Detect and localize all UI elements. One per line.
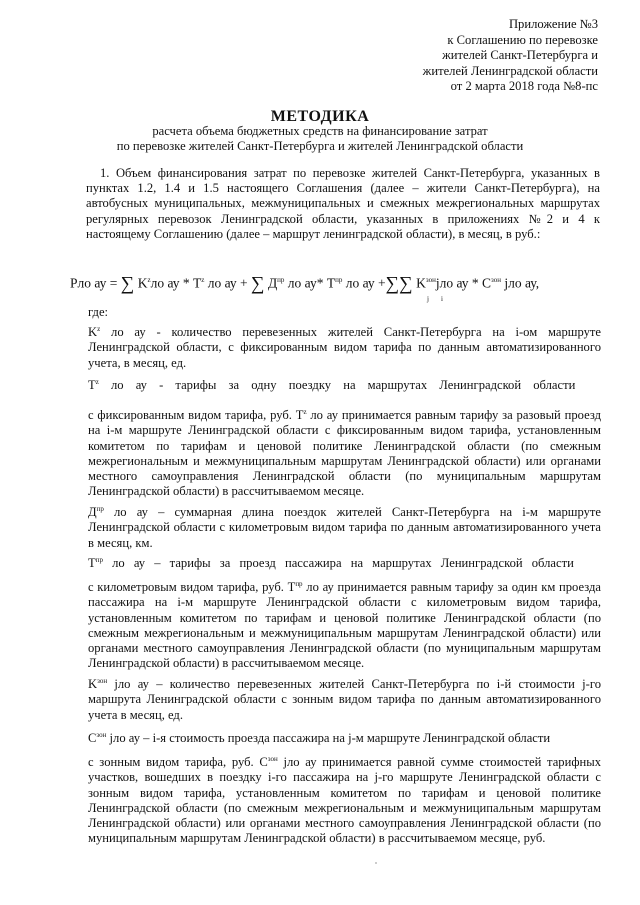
formula-plus: +	[240, 275, 248, 291]
appendix-line: к Соглашению по перевозке	[447, 32, 598, 47]
formula-sup: z	[201, 276, 205, 284]
sum-symbol: ∑	[120, 273, 135, 295]
formula-sup: пр	[335, 276, 343, 284]
formula-sup: z	[147, 276, 151, 284]
formula-lhs: Pло ау =	[70, 275, 118, 291]
def-text: ло ау – суммарная длина поездок жителей Санкт-Петербурга на i-м маршруте Ленинградской области с километровым видом тарифа по данным автоматизированного учета в месяц, км.	[88, 505, 601, 550]
def-text: ло ау - тарифы за одну поездку на маршрутах Ленинградской области	[110, 378, 576, 393]
definition-d-pr	[88, 502, 601, 551]
def-sup: пр	[96, 505, 104, 513]
double-sum-symbol: ∑∑	[385, 273, 413, 295]
formula-k2: K	[416, 275, 426, 291]
formula-sup: зон	[491, 276, 502, 284]
def-text: jло ау принимается равной сумме стоимостей тарифных участков, вошедших в поездку i-го пассажира на j-го маршруте Ленинградской области с зонным видом тарифа, установленным комитетом по тарифам и ценовой политике Ленинградской области (по смежным межрегиональным и межмуниципальным маршрутам Ленинградской области) или органами местного самоуправления Ленинградской области (по муниципальным маршрутам Ленинградской области) в рассчитываемом месяце, руб.	[88, 755, 601, 846]
def-symbol: K	[88, 325, 98, 340]
def-text: jло ау – i-я стоимость проезда пассажира на j-м маршруте Ленинградской области	[109, 731, 551, 746]
def-symbol: T	[88, 378, 96, 393]
document-subtitle	[0, 124, 640, 154]
def-text: с зонным видом тарифа, руб. C	[88, 755, 268, 770]
def-sup: зон	[96, 731, 107, 739]
formula-term2: ло ау* T	[287, 275, 336, 291]
subtitle-line: расчета объема бюджетных средств на финансирование затрат	[152, 124, 488, 138]
def-symbol: T	[88, 556, 96, 571]
where-label: где:	[88, 305, 109, 319]
definition-t-pr	[88, 577, 601, 671]
def-sup: зон	[97, 677, 108, 685]
paragraph-1	[86, 166, 600, 242]
appendix-line: от 2 марта 2018 года №8-пс	[450, 79, 598, 93]
formula-k: K	[137, 275, 148, 291]
formula	[70, 270, 610, 295]
def-text: ло ау - количество перевезенных жителей Санкт-Петербурга на i-ом маршруте Ленинградской области, с фиксированным видом тарифа по данным автоматизированного учета, в месяц, ед.	[88, 325, 601, 370]
definition-c-zon-first	[88, 728, 601, 746]
def-symbol: Д	[88, 505, 97, 520]
formula-term2-end: ло ау +	[345, 275, 386, 291]
definition-t-z	[88, 405, 601, 499]
scan-speck	[375, 862, 377, 864]
def-sup: пр	[295, 580, 303, 588]
def-symbol: K	[88, 677, 98, 692]
def-sup: z	[97, 325, 101, 333]
appendix-line: Приложение №3	[508, 17, 598, 31]
formula-term3-end: jло ау,	[504, 275, 540, 291]
formula-term3: jло ау * C	[435, 275, 492, 291]
definition-c-zon	[88, 752, 601, 846]
subtitle-line: по перевозке жителей Санкт-Петербурга и жителей Ленинградской области	[116, 139, 524, 153]
formula-term1-end: ло ау	[207, 275, 237, 291]
definition-t-pr-first	[88, 553, 601, 571]
def-text: с фиксированным видом тарифа, руб. T	[88, 408, 304, 423]
paragraph-1-text: 1. Объем финансирования затрат по перевозке жителей Санкт-Петербурга, указанных в пунктах 1.2, 1.4 и 1.5 настоящего Соглашения (далее – жители Санкт-Петербурга), на автобусных муниципальных, межмуниципальных и смежных межрегиональных маршрутах регулярных перевозок Ленинградской области, указанных в приложениях №2 и 4 к настоящему Соглашению (далее – маршрут ленинградской области), в месяц, в руб.:	[86, 166, 600, 241]
def-text: с километровым видом тарифа, руб. T	[88, 580, 296, 595]
def-sup: z	[95, 378, 99, 386]
document-title: МЕТОДИКА	[270, 108, 370, 125]
formula-sub: j	[427, 295, 429, 303]
definition-t-z-first	[88, 375, 601, 393]
formula-term1: ло ау * T	[150, 275, 202, 291]
def-text: ло ау принимается равным тарифу за разовый проезд на i-м маршруте Ленинградской области с фиксированным видом тарифа, установленным комитетом по тарифам и ценовой политике Ленинградской области (по смежным межрегиональным и межмуниципальным маршрутам Ленинградской области) или органами местного самоуправления Ленинградской области (по муниципальным маршрутам Ленинградской области) в рассчитываемом месяце.	[88, 408, 601, 499]
appendix-header	[423, 17, 598, 95]
formula-sup: пр	[277, 276, 285, 284]
appendix-line: жителей Санкт-Петербурга и	[442, 48, 598, 62]
def-sup: зон	[267, 755, 278, 763]
def-text: ло ау принимается равным тарифу за один км проезда пассажира на i-м маршруте Ленинградской области с километровым видом тарифа, установленным комитетом по тарифам и ценовой политике Ленинградской области (по смежным межрегиональным и межмуниципальным маршрутам Ленинградской области) или органами местного самоуправления Ленинградской области (по муниципальным маршрутам Ленинградской области) в рассчитываемом месяце.	[88, 580, 601, 671]
definition-k-zon	[88, 674, 601, 723]
formula-d: Д	[267, 275, 278, 291]
def-sup: z	[303, 408, 307, 416]
def-text: jло ау – количество перевезенных жителей Санкт-Петербурга по i-й стоимости j-го маршрута Ленинградской области с зонным видом тарифа по данным автоматизированного учета в месяц, ед.	[88, 677, 601, 722]
def-text: ло ау – тарифы за проезд пассажира на маршрутах Ленинградской области	[112, 556, 574, 571]
definition-k-z	[88, 322, 601, 371]
formula-sup: зон	[425, 276, 436, 284]
appendix-line: жителей Ленинградской области	[422, 63, 598, 78]
formula-sub: i	[441, 295, 443, 303]
sum-symbol: ∑	[251, 273, 265, 295]
def-symbol: C	[88, 731, 97, 746]
def-sup: пр	[95, 556, 103, 564]
